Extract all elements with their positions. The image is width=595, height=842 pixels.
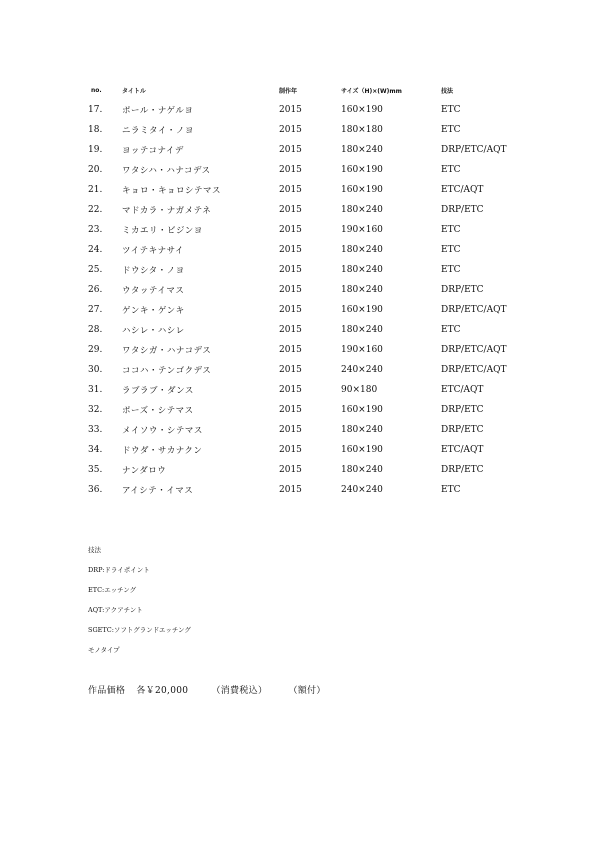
table-row [88, 460, 548, 480]
header-size: サイズ（H)×(W)mm [341, 87, 402, 95]
cell-no: 20. [88, 165, 103, 175]
cell-year: 2015 [279, 405, 302, 415]
cell-title: ラブラブ・ダンス [122, 386, 194, 396]
cell-technique: DRP/ETC/AQT [441, 345, 507, 355]
cell-size: 180×240 [341, 325, 383, 335]
cell-technique: DRP/ETC [441, 405, 484, 415]
cell-year: 2015 [279, 185, 302, 195]
cell-size: 180×240 [341, 245, 383, 255]
cell-title: キョロ・キョロシテマス [122, 186, 222, 196]
cell-size: 160×190 [341, 405, 383, 415]
cell-technique: DRP/ETC/AQT [441, 305, 507, 315]
legend-item-drp: DRP:ドライポイント [88, 566, 150, 574]
cell-title: ハシレ・ハシレ [122, 326, 185, 336]
table-row [88, 280, 548, 300]
cell-technique: ETC [441, 165, 461, 175]
table-row [88, 100, 548, 120]
cell-technique: DRP/ETC [441, 465, 484, 475]
table-row [88, 120, 548, 140]
cell-technique: ETC/AQT [441, 445, 484, 455]
cell-year: 2015 [279, 445, 302, 455]
cell-no: 30. [88, 365, 103, 375]
cell-size: 180×240 [341, 265, 383, 275]
header-year: 制作年 [279, 87, 298, 95]
table-row [88, 400, 548, 420]
cell-technique: ETC/AQT [441, 385, 484, 395]
cell-year: 2015 [279, 125, 302, 135]
cell-technique: DRP/ETC/AQT [441, 145, 507, 155]
cell-no: 22. [88, 205, 103, 215]
cell-no: 31. [88, 385, 103, 395]
cell-no: 17. [88, 105, 103, 115]
cell-size: 90×180 [341, 385, 378, 395]
cell-title: メイソウ・シテマス [122, 426, 203, 436]
cell-title: ツイテキナサイ [122, 246, 184, 256]
table-row [88, 300, 548, 320]
cell-size: 180×180 [341, 125, 383, 135]
cell-title: ドウダ・サカナクン [122, 446, 203, 456]
cell-no: 34. [88, 445, 103, 455]
cell-title: ゲンキ・ゲンキ [122, 306, 185, 316]
table-row [88, 240, 548, 260]
table-row [88, 200, 548, 220]
cell-technique: DRP/ETC/AQT [441, 365, 507, 375]
table-row [88, 160, 548, 180]
cell-technique: ETC [441, 105, 461, 115]
cell-size: 180×240 [341, 145, 383, 155]
works-table-header-row [88, 80, 548, 100]
cell-title: ナンダロウ [122, 466, 167, 476]
cell-no: 24. [88, 245, 103, 255]
cell-size: 180×240 [341, 285, 383, 295]
cell-size: 180×240 [341, 205, 383, 215]
cell-size: 180×240 [341, 465, 383, 475]
table-row [88, 380, 548, 400]
cell-year: 2015 [279, 145, 302, 155]
cell-technique: ETC [441, 125, 461, 135]
cell-year: 2015 [279, 485, 302, 495]
cell-no: 25. [88, 265, 103, 275]
cell-size: 160×190 [341, 445, 383, 455]
cell-title: ミカエリ・ビジンヨ [122, 226, 203, 236]
cell-year: 2015 [279, 385, 302, 395]
cell-size: 190×160 [341, 225, 383, 235]
price-tax-note: （消費税込） [211, 686, 268, 696]
cell-technique: ETC [441, 225, 461, 235]
cell-title: マドカラ・ナガメテネ [122, 206, 212, 216]
cell-size: 160×190 [341, 305, 383, 315]
cell-no: 28. [88, 325, 103, 335]
cell-title: ニラミタイ・ノヨ [122, 126, 194, 136]
cell-year: 2015 [279, 285, 302, 295]
cell-title: ポール・ナゲルヨ [122, 106, 194, 116]
cell-title: ワタシガ・ハナコデス [122, 346, 212, 356]
table-row [88, 180, 548, 200]
cell-year: 2015 [279, 365, 302, 375]
cell-year: 2015 [279, 245, 302, 255]
cell-no: 21. [88, 185, 103, 195]
cell-year: 2015 [279, 225, 302, 235]
price-frame-note: （額付） [288, 686, 326, 696]
header-no: no. [91, 86, 102, 94]
cell-title: アイシテ・イマス [122, 486, 194, 496]
cell-no: 26. [88, 285, 103, 295]
cell-no: 19. [88, 145, 103, 155]
cell-technique: DRP/ETC [441, 425, 484, 435]
cell-size: 160×190 [341, 165, 383, 175]
cell-year: 2015 [279, 205, 302, 215]
header-title: タイトル [122, 87, 146, 95]
table-row [88, 140, 548, 160]
price-amount: 各￥20,000 [136, 686, 189, 696]
cell-technique: DRP/ETC [441, 205, 484, 215]
cell-year: 2015 [279, 345, 302, 355]
cell-technique: ETC [441, 325, 461, 335]
cell-size: 160×190 [341, 185, 383, 195]
works-table-body [88, 100, 548, 500]
cell-title: ワタシハ・ハナコデス [122, 166, 211, 176]
table-row [88, 260, 548, 280]
cell-title: ココハ・テンゴクデス [122, 366, 212, 376]
cell-no: 35. [88, 465, 103, 475]
legend-item-aqt: AQT:アクアチント [88, 606, 143, 614]
cell-no: 23. [88, 225, 103, 235]
cell-technique: ETC [441, 245, 461, 255]
cell-title: ポーズ・シテマス [122, 406, 194, 416]
cell-no: 36. [88, 485, 103, 495]
cell-year: 2015 [279, 465, 302, 475]
cell-no: 27. [88, 305, 103, 315]
cell-title: ヨッテコナイデ [122, 146, 184, 156]
table-row [88, 340, 548, 360]
legend-item-etc: ETC:エッチング [88, 586, 137, 594]
cell-year: 2015 [279, 265, 302, 275]
cell-no: 33. [88, 425, 103, 435]
legend-heading: 技法 [88, 546, 101, 554]
table-row [88, 220, 548, 240]
table-row [88, 480, 548, 500]
cell-year: 2015 [279, 305, 302, 315]
header-technique: 技法 [441, 87, 454, 95]
table-row [88, 320, 548, 340]
cell-size: 240×240 [341, 365, 383, 375]
cell-no: 18. [88, 125, 103, 135]
legend-item-sgetc: SGETC:ソフトグランドエッチング [88, 626, 191, 634]
price-line [88, 683, 326, 696]
cell-size: 160×190 [341, 105, 383, 115]
cell-size: 190×160 [341, 345, 383, 355]
cell-title: ウタッテイマス [122, 286, 185, 296]
cell-year: 2015 [279, 165, 302, 175]
legend-item-monotype: モノタイプ [88, 646, 120, 654]
cell-no: 29. [88, 345, 103, 355]
cell-size: 240×240 [341, 485, 383, 495]
cell-technique: ETC/AQT [441, 185, 484, 195]
cell-size: 180×240 [341, 425, 383, 435]
table-row [88, 420, 548, 440]
cell-year: 2015 [279, 325, 302, 335]
cell-technique: ETC [441, 265, 461, 275]
table-row [88, 360, 548, 380]
technique-legend [88, 540, 191, 660]
cell-title: ドウシタ・ノヨ [122, 266, 185, 276]
cell-technique: DRP/ETC [441, 285, 484, 295]
cell-technique: ETC [441, 485, 461, 495]
table-row [88, 440, 548, 460]
cell-year: 2015 [279, 425, 302, 435]
cell-no: 32. [88, 405, 103, 415]
cell-year: 2015 [279, 105, 302, 115]
price-label: 作品価格 [88, 686, 126, 696]
works-table [88, 80, 548, 500]
